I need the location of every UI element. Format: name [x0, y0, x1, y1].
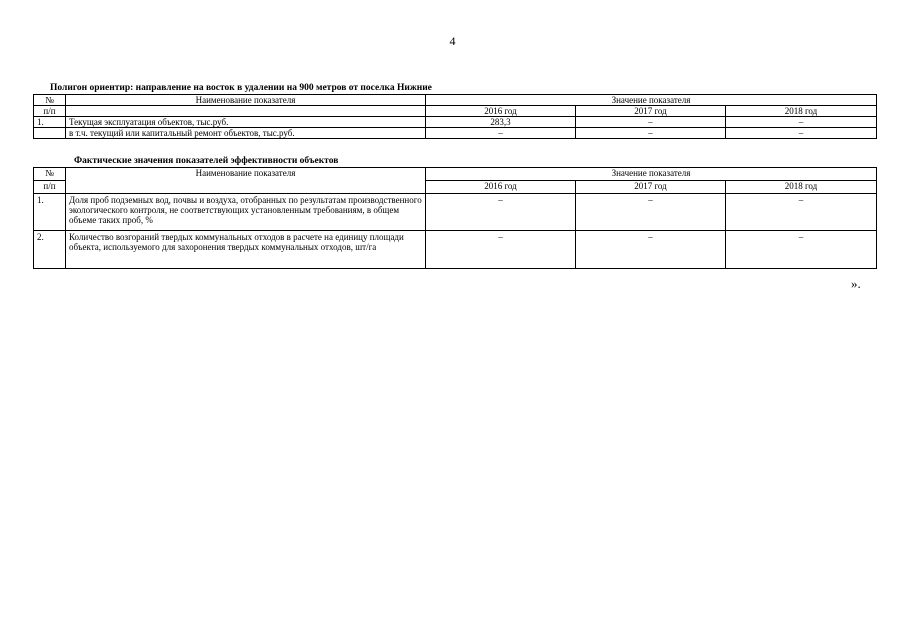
row-number: 1.: [34, 117, 66, 128]
col-number-header: №: [34, 95, 66, 106]
row-name: в т.ч. текущий или капитальный ремонт объектов, тыс.руб.: [66, 128, 426, 139]
table-header-row: [34, 95, 877, 106]
table-row: [34, 117, 877, 128]
col-number-header-sub: п/п: [34, 181, 66, 194]
col-number-header: №: [34, 168, 66, 181]
year-header: 2016 год: [426, 181, 576, 194]
year-header: 2018 год: [726, 106, 877, 117]
year-header: 2016 год: [426, 106, 576, 117]
section2-heading: Фактические значения показателей эффективности объектов: [74, 156, 339, 166]
row-value: –: [576, 231, 726, 269]
section1-heading: Полигон ориентир: направление на восток в удалении на 900 метров от поселка Нижние: [50, 83, 432, 93]
row-value: –: [726, 231, 877, 269]
year-header: 2017 год: [576, 181, 726, 194]
table-header-row: [34, 106, 877, 117]
col-name-header: Наименование показателя: [66, 168, 426, 194]
row-name: Количество возгораний твердых коммунальных отходов в расчете на единицу площади объекта, используемого для захоронения твердых коммунальных отходов, шт/га: [66, 231, 426, 269]
year-header: 2017 год: [576, 106, 726, 117]
row-name: Текущая эксплуатация объектов, тыс.руб.: [66, 117, 426, 128]
table-row: [34, 194, 877, 231]
closing-quote-mark: ».: [851, 276, 861, 291]
section1-table: [33, 94, 877, 139]
row-value: –: [426, 128, 576, 139]
page-number: 4: [449, 34, 456, 48]
empty-cell: [66, 106, 426, 117]
table-row: [34, 128, 877, 139]
section2-table: [33, 167, 877, 269]
row-value: –: [726, 194, 877, 231]
row-number: 2.: [34, 231, 66, 269]
row-value: –: [726, 117, 877, 128]
row-value: 283,3: [426, 117, 576, 128]
row-value: –: [576, 117, 726, 128]
table-row: [34, 231, 877, 269]
col-value-header: Значение показателя: [426, 95, 877, 106]
table-header-row: [34, 168, 877, 181]
row-number: [34, 128, 66, 139]
row-value: –: [576, 128, 726, 139]
row-value: –: [726, 128, 877, 139]
year-header: 2018 год: [726, 181, 877, 194]
row-name: Доля проб подземных вод, почвы и воздуха, отобранных по результатам производственного экологического контроля, не соответствующих установленным требованиям, в общем объеме таких проб, %: [66, 194, 426, 231]
row-value: –: [576, 194, 726, 231]
col-number-header-sub: п/п: [34, 106, 66, 117]
row-number: 1.: [34, 194, 66, 231]
col-name-header: Наименование показателя: [66, 95, 426, 106]
col-value-header: Значение показателя: [426, 168, 877, 181]
row-value: –: [426, 194, 576, 231]
row-value: –: [426, 231, 576, 269]
